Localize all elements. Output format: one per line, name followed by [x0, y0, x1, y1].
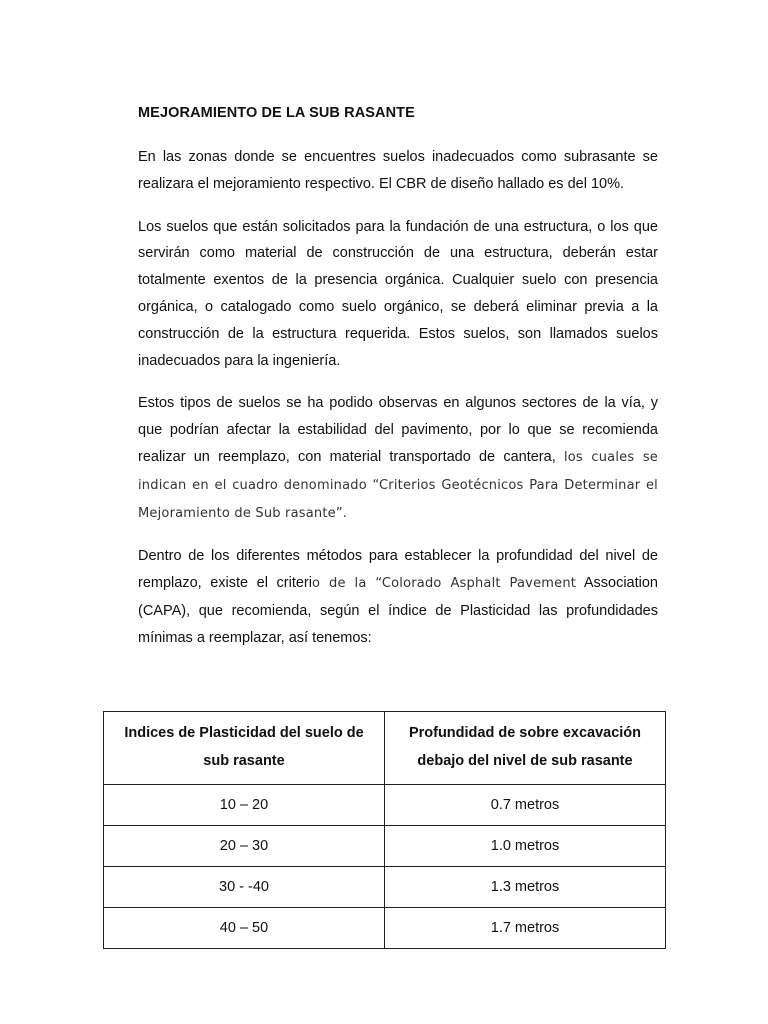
- cell-depth: 0.7 metros: [385, 785, 666, 826]
- paragraph-4-reference-text: o de la “Colorado Asphalt Pavement: [311, 576, 577, 592]
- table-body: [104, 785, 666, 949]
- paragraph-3-text: Estos tipos de suelos se ha podido observas en algunos sectores de la vía, y que podrían afectar la estabilidad del pavimento, por lo que se recomienda realizar un reemplazo, con material transportado de cantera,: [138, 395, 658, 465]
- paragraph-2-text: Los suelos que están solicitados para la fundación de una estructura, o los que servirán como material de construcción de una estructura, deberán estar totalmente exentos de la presencia orgánica. Cualquier suelo con presencia orgánica, o catalogado como suelo orgánico, se deberá eliminar previa a la construcción de la estructura requerida. Estos suelos, son llamados suelos inadecuados para la ingeniería.: [138, 218, 658, 369]
- paragraph-1-text: En las zonas donde se encuentres suelos inadecuados como subrasante se realizara el mejoramiento respectivo. El CBR de diseño hallado es del 10%.: [138, 149, 658, 192]
- header-plasticity-index: Indices de Plasticidad del suelo de sub rasante: [104, 712, 385, 785]
- paragraph-2: [138, 214, 658, 375]
- paragraph-3-reference-text: los cuales se indican en el cuadro denominado “Criterios Geotécnicos Para Determinar el Mejoramiento de Sub rasante”.: [138, 449, 659, 521]
- cell-depth: 1.7 metros: [385, 908, 666, 949]
- paragraph-3: [138, 390, 658, 527]
- plasticity-depth-table: [103, 711, 666, 949]
- cell-plasticity-range: 30 - -40: [104, 867, 385, 908]
- paragraph-4: [138, 543, 658, 651]
- table-row: [104, 785, 666, 826]
- cell-depth: 1.3 metros: [385, 867, 666, 908]
- table-row: [104, 826, 666, 867]
- cell-plasticity-range: 10 – 20: [104, 785, 385, 826]
- header-excavation-depth: Profundidad de sobre excavación debajo del nivel de sub rasante: [385, 712, 666, 785]
- cell-depth: 1.0 metros: [385, 826, 666, 867]
- table-header: [104, 712, 666, 785]
- paragraph-1: [138, 144, 658, 198]
- paragraph-4-text-start: Dentro de los diferentes métodos para establecer la profundidad del nivel de remplazo, existe el criteri: [138, 548, 658, 592]
- section-title: MEJORAMIENTO DE LA SUB RASANTE: [138, 105, 415, 121]
- table-row: [104, 908, 666, 949]
- paragraph-4-text-end: Association (CAPA), que recomienda, según el índice de Plasticidad las profundidades mínimas a reemplazar, así tenemos:: [138, 575, 658, 646]
- cell-plasticity-range: 40 – 50: [104, 908, 385, 949]
- document-body: [138, 103, 658, 668]
- table-row: [104, 867, 666, 908]
- table-header-row: [104, 712, 666, 785]
- cell-plasticity-range: 20 – 30: [104, 826, 385, 867]
